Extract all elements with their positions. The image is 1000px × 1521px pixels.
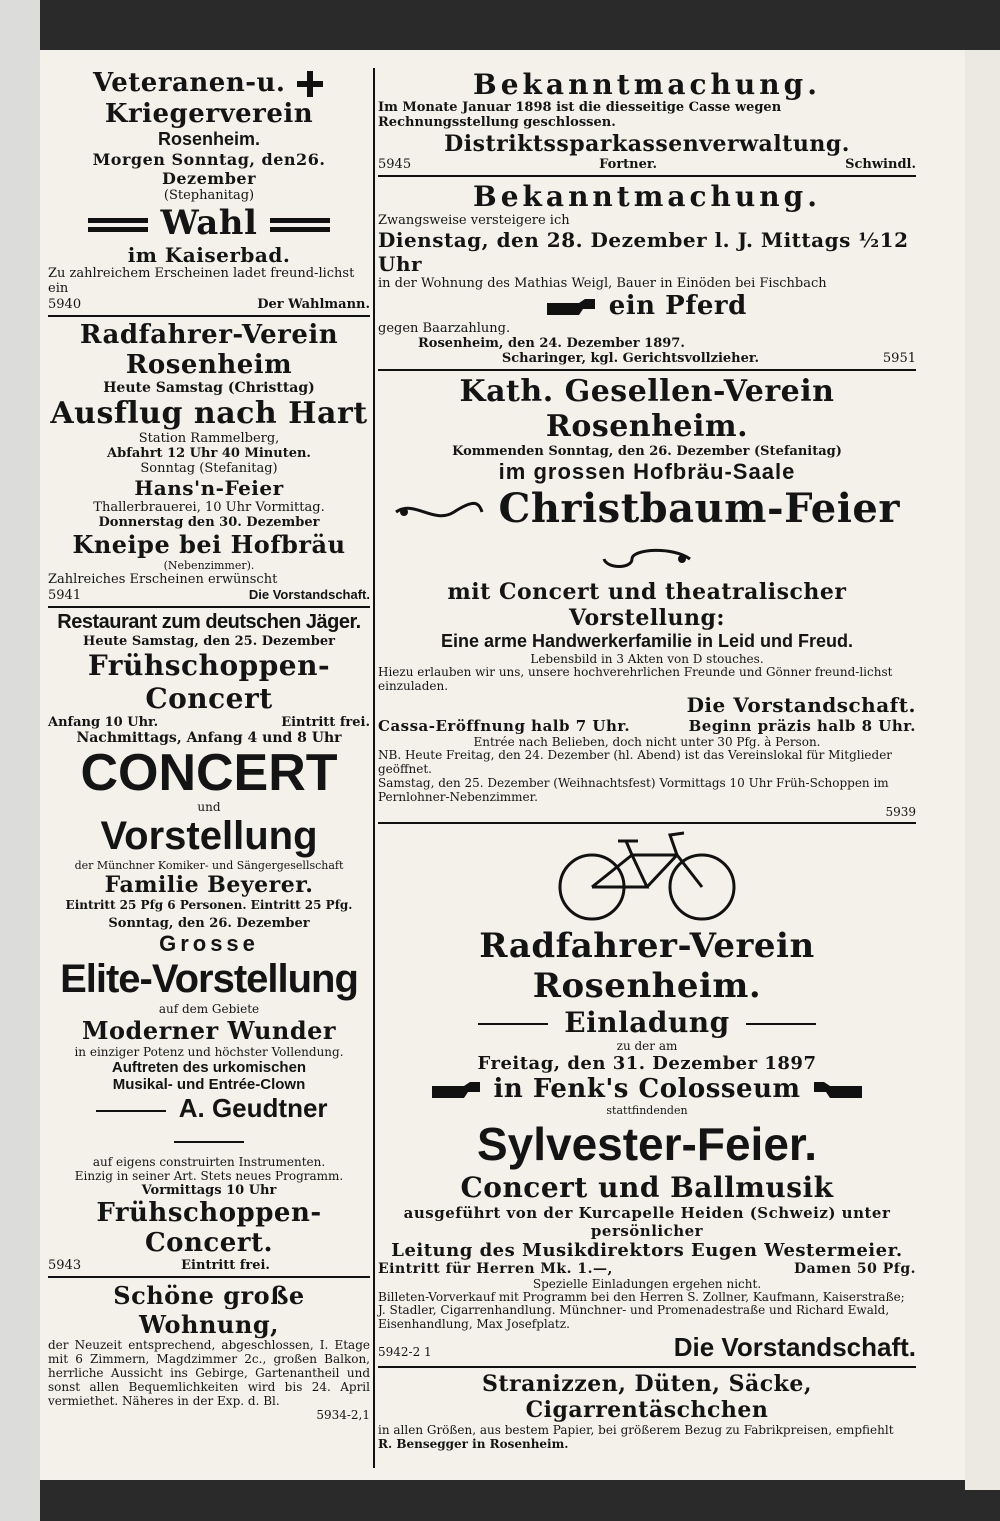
veterans-invite: Zu zahlreichem Erscheinen ladet freund-lichst ein bbox=[48, 266, 355, 296]
kath-date: Kommenden Sonntag, den 26. Dezember (Stefanitag) bbox=[452, 443, 842, 459]
radfahrer-kneipe: Kneipe bei Hofbräu bbox=[72, 529, 346, 559]
stranizzen-title: Stranizzen, Düten, Säcke, Cigarrentäschchen bbox=[481, 1371, 813, 1424]
restaurant-gesell: der Münchner Komiker- und Sängergesellschaft bbox=[74, 859, 344, 873]
sylvester-where: in Fenk's Colosseum bbox=[493, 1073, 801, 1104]
radfahrer-depart: Abfahrt 12 Uhr 40 Minuten. bbox=[107, 445, 311, 461]
ad-veterans bbox=[48, 68, 370, 312]
restaurant-gebiet: auf dem Gebiete bbox=[158, 1002, 260, 1017]
sylvester-zu: zu der am bbox=[616, 1038, 678, 1053]
kath-title: Kath. Gesellen-Verein Rosenheim. bbox=[459, 373, 835, 444]
bekannt2-item: ein Pferd bbox=[608, 290, 747, 321]
kath-entree: Entrée nach Belieben, doch nicht unter 30 Pfg. à Person. bbox=[473, 735, 821, 750]
radfahrer-footer bbox=[48, 587, 370, 603]
radfahrer-erwuenscht: Zahlreiches Erscheinen erwünscht bbox=[48, 571, 278, 587]
sylvester-musik: Concert und Ballmusik bbox=[460, 1170, 834, 1204]
restaurant-und: und bbox=[197, 800, 221, 815]
kath-acts: Lebensbild in 3 Akten von D stouches. bbox=[530, 651, 764, 666]
bekannt1-text: Im Monate Januar 1898 ist die diesseitige Casse wegen Rechnungsstellung geschlossen. bbox=[378, 100, 782, 130]
iron-cross-icon bbox=[295, 69, 325, 99]
ad-code: 5941 bbox=[48, 587, 82, 603]
kath-sign: Die Vorstandschaft. bbox=[686, 693, 916, 718]
restaurant-vorstellung: Vorstellung bbox=[100, 814, 318, 859]
pointing-hand-icon bbox=[432, 1081, 484, 1099]
divider bbox=[378, 1366, 916, 1368]
restaurant-afternoon: Nachmittags, Anfang 4 und 8 Uhr bbox=[76, 729, 342, 746]
right-column bbox=[378, 68, 916, 1451]
divider bbox=[48, 606, 370, 608]
restaurant-name: A. Geudtner bbox=[178, 1093, 328, 1124]
bekannt2-pay: gegen Baarzahlung. bbox=[378, 320, 511, 336]
scan-right-edge bbox=[965, 50, 1000, 1490]
radfahrer-trip: Ausflug nach Hart bbox=[50, 395, 368, 431]
ornament-icon bbox=[478, 1023, 548, 1025]
veterans-title: Veteranen-u. Kriegerverein bbox=[48, 68, 370, 129]
restaurant-times: Anfang 10 Uhr. Eintritt frei. bbox=[48, 714, 370, 730]
pointing-hand-icon bbox=[547, 298, 599, 316]
radfahrer-neben: (Nebenzimmer). bbox=[163, 558, 255, 572]
bekannt2-title: Bekanntmachung. bbox=[473, 179, 821, 213]
restaurant-potenz: in einziger Potenz und höchster Vollendung. bbox=[74, 1045, 344, 1060]
bekannt2-item-row bbox=[378, 291, 916, 321]
stranizzen-firm: R. Bensegger in Rosenheim. bbox=[378, 1437, 569, 1452]
restaurant-date: Heute Samstag, den 25. Dezember bbox=[83, 633, 335, 649]
radfahrer-station: Station Rammelberg, bbox=[138, 430, 280, 446]
divider bbox=[378, 369, 916, 371]
ad-bekannt2 bbox=[378, 180, 916, 366]
sylvester-prices: Eintritt für Herren Mk. 1.—, Damen 50 Pfg. bbox=[378, 1260, 916, 1277]
sylvester-billet: Billeten-Vorverkauf mit Programm bei den Herren S. Zollner, Kaufmann, Kaiserstraße; J. Stadler, Cigarrenhandlung. Münchner- und Promenadestraße und Richard Ewald, Eisenhandlung, Max Josefplatz. bbox=[378, 1289, 905, 1332]
ad-restaurant bbox=[48, 611, 370, 1274]
kath-invite: Hiezu erlauben wir uns, unsere hochverehrlichen Freunde und Gönner freund-lichst einzuladen. bbox=[378, 664, 893, 693]
divider bbox=[48, 1276, 370, 1278]
kath-sat: Samstag, den 25. Dezember (Weihnachtsfest) Vormittags 10 Uhr Früh-Schoppen im Pernlohner-Nebenzimmer. bbox=[378, 776, 889, 804]
veterans-sub: (Stephanitag) bbox=[163, 188, 255, 203]
bekannt1-title: Bekanntmachung. bbox=[473, 68, 821, 101]
bekannt1-footer: 5945 Fortner. Schwindl. bbox=[378, 156, 916, 172]
restaurant-morning: Vormittags 10 Uhr bbox=[141, 1183, 277, 1199]
kath-saal: im grossen Hofbräu-Saale bbox=[498, 458, 796, 484]
sylvester-date: Freitag, den 31. Dezember 1897 bbox=[477, 1052, 817, 1074]
sylvester-spezial: Spezielle Einladungen ergehen nicht. bbox=[532, 1276, 762, 1291]
restaurant-family: Familie Beyerer. bbox=[104, 872, 314, 899]
sylvester-title: Radfahrer-Verein Rosenheim. bbox=[479, 925, 815, 1006]
veterans-place: im Kaiserbad. bbox=[127, 243, 291, 267]
ornament-icon bbox=[746, 1023, 816, 1025]
radfahrer-sign: Die Vorstandschaft. bbox=[248, 586, 370, 602]
wohnung-text: der Neuzeit entsprechend, abgeschlossen, I. Etage mit 6 Zimmern, Magdzimmer 2c., großen Balkon, herrliche Aussicht ins Gebirge, Gartenantheil und sonst allen Bequemlichkeiten wird bis 24. April vermiethet. Näheres in der Exp. d. Bl. bbox=[48, 1338, 370, 1408]
ornament-icon bbox=[96, 1110, 166, 1112]
sylvester-kapelle: ausgeführt von der Kurcapelle Heiden (Schweiz) unter persönlicher bbox=[403, 1203, 891, 1240]
ad-sylvester bbox=[378, 827, 916, 1363]
veterans-date: Morgen Sonntag, den26. Dezember bbox=[92, 150, 326, 188]
radfahrer-loc: Thallerbrauerei, 10 Uhr Vormittag. bbox=[93, 499, 325, 515]
ad-code: 5940 bbox=[48, 296, 82, 312]
left-column bbox=[48, 68, 370, 1422]
bekannt2-where: in der Wohnung des Mathias Weigl, Bauer in Einöden bei Fischbach bbox=[378, 275, 827, 291]
kath-nb: NB. Heute Freitag, den 24. Dezember (hl. Abend) ist das Vereinslokal für Mitglieder geöffnet. bbox=[378, 748, 893, 777]
sylvester-leitung: Leitung des Musikdirektors Eugen Westermeier. bbox=[391, 1239, 903, 1261]
sylvester-statt: stattfindenden bbox=[606, 1103, 688, 1117]
ad-code: 5943 bbox=[48, 1258, 82, 1274]
bekannt2-sign: Scharinger, kgl. Gerichtsvollzieher. bbox=[501, 350, 760, 366]
restaurant-price: Eintritt 25 Pfg 6 Personen. Eintritt 25 Pfg. bbox=[65, 898, 353, 913]
radfahrer-day: Heute Samstag (Christtag) bbox=[103, 379, 315, 396]
bekannt1-org: Distriktssparkassenverwaltung. bbox=[444, 130, 850, 157]
veterans-footer bbox=[48, 297, 370, 312]
radfahrer-thu: Donnerstag den 30. Dezember bbox=[98, 514, 320, 530]
ad-code: 5939 bbox=[885, 804, 916, 819]
sylvester-where-row bbox=[378, 1074, 916, 1104]
veterans-wahl: Wahl bbox=[48, 203, 370, 243]
restaurant-title: Restaurant zum deutschen Jäger. bbox=[57, 610, 361, 633]
divider bbox=[378, 175, 916, 177]
ad-wohnung bbox=[48, 1281, 370, 1422]
ad-bekannt1 bbox=[378, 68, 916, 172]
ad-code: 5945 bbox=[378, 156, 412, 172]
wohnung-title: Schöne große Wohnung, bbox=[113, 1281, 305, 1340]
ad-kath bbox=[378, 374, 916, 819]
scan-left-edge bbox=[0, 0, 40, 1521]
ad-code: 5951 bbox=[882, 350, 916, 366]
restaurant-einzig: Einzig in seiner Art. Stets neues Programm. bbox=[74, 1169, 344, 1184]
radfahrer-sun: Sonntag (Stefanitag) bbox=[140, 460, 278, 476]
bekannt2-date: Dienstag, den 28. Dezember l. J. Mittags ½12 Uhr bbox=[378, 227, 909, 276]
restaurant-clown: Musikal- und Entrée-Clown bbox=[112, 1076, 306, 1094]
veterans-city: Rosenheim. bbox=[157, 129, 261, 149]
bekannt2-footer bbox=[378, 351, 916, 366]
ad-stranizzen bbox=[378, 1371, 916, 1451]
radfahrer-title: Radfahrer-Verein Rosenheim bbox=[79, 319, 339, 380]
restaurant-name-row bbox=[48, 1093, 370, 1155]
bekannt2-intro: Zwangsweise versteigere ich bbox=[378, 212, 570, 228]
divider bbox=[48, 315, 370, 317]
scroll-ornament-icon bbox=[394, 497, 484, 527]
restaurant-concert: Frühschoppen-Concert bbox=[87, 648, 331, 715]
sylvester-feier: Sylvester-Feier. bbox=[476, 1117, 818, 1170]
restaurant-big: CONCERT bbox=[80, 743, 338, 802]
veterans-sign: Der Wahlmann. bbox=[257, 296, 370, 312]
restaurant-concert2: Frühschoppen-Concert. bbox=[96, 1198, 322, 1259]
radfahrer-feier: Hans'n-Feier bbox=[134, 475, 284, 500]
restaurant-elite: Elite-Vorstellung bbox=[60, 957, 358, 1002]
rule-bars-icon bbox=[88, 215, 148, 235]
bekannt2-place: Rosenheim, den 24. Dezember 1897. bbox=[418, 335, 685, 351]
sylvester-footer bbox=[378, 1332, 916, 1363]
restaurant-grosse: Grosse bbox=[159, 931, 259, 957]
bicycle-icon bbox=[378, 827, 916, 926]
kath-feier: Christbaum-Feier bbox=[498, 484, 900, 532]
sylvester-sign: Die Vorstandschaft. bbox=[673, 1332, 916, 1363]
kath-feier-row bbox=[378, 485, 916, 579]
rule-bars-icon bbox=[270, 215, 330, 235]
stranizzen-text: in allen Größen, aus bestem Papier, bei größerem Bezug zu Fabrikpreisen, empfiehlt bbox=[378, 1423, 894, 1438]
kath-play: Eine arme Handwerkerfamilie in Leid und Freud. bbox=[440, 630, 854, 651]
ad-code: 5934-2,1 bbox=[316, 1408, 370, 1423]
scroll-ornament-icon bbox=[602, 544, 692, 574]
restaurant-footer: 5943 Eintritt frei. bbox=[48, 1258, 270, 1274]
divider bbox=[378, 822, 916, 824]
ad-radfahrer bbox=[48, 320, 370, 603]
sylvester-einladung-row bbox=[378, 1006, 916, 1039]
restaurant-sunday: Sonntag, den 26. Dezember bbox=[108, 916, 310, 932]
pointing-hand-icon bbox=[810, 1081, 862, 1099]
column-divider bbox=[373, 68, 375, 1468]
restaurant-instr: auf eigens construirten Instrumenten. bbox=[92, 1155, 326, 1170]
kath-concert: mit Concert und theatralischer Vorstellung: bbox=[447, 578, 847, 631]
ad-code: 5942-2 1 bbox=[378, 1345, 432, 1360]
ornament-icon bbox=[174, 1141, 244, 1143]
restaurant-auftreten: Auftreten des urkomischen bbox=[111, 1059, 307, 1077]
kath-times: Cassa-Eröffnung halb 7 Uhr. Beginn präzis halb 8 Uhr. bbox=[378, 717, 916, 736]
sylvester-einladung: Einladung bbox=[564, 1005, 730, 1039]
restaurant-wunder: Moderner Wunder bbox=[81, 1016, 337, 1046]
